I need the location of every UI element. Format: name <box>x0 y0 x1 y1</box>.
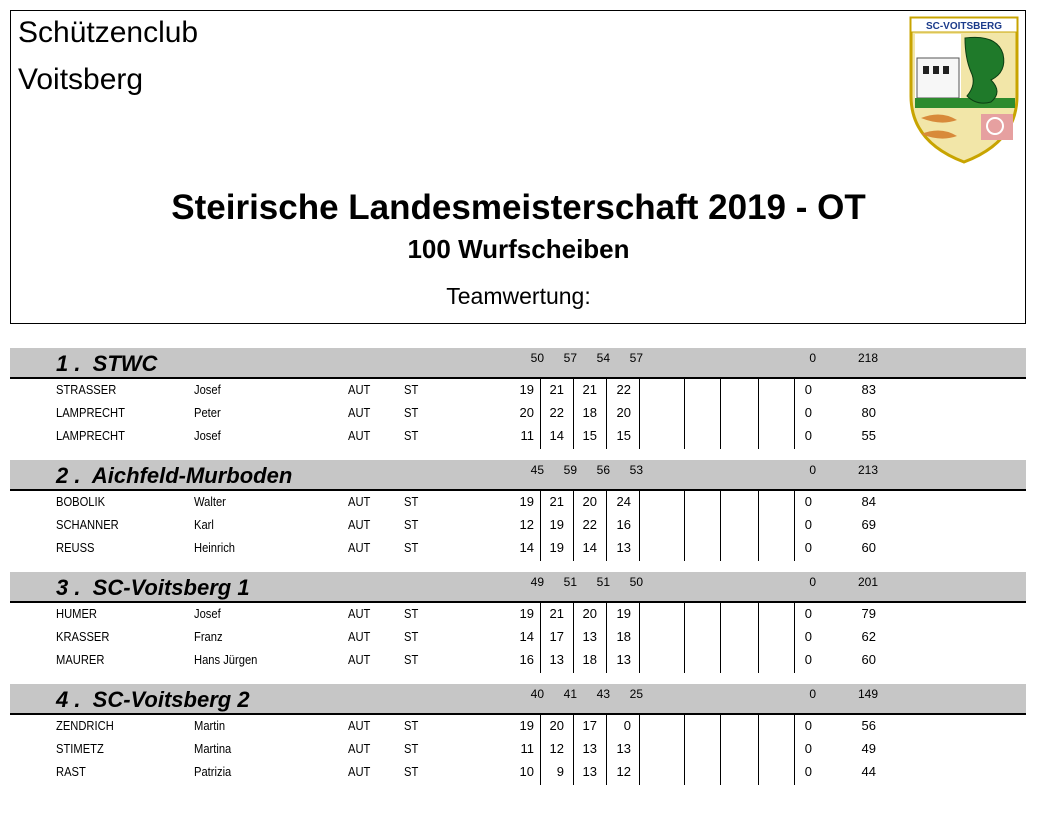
team-series-score: 59 <box>563 463 577 477</box>
round-score: 10 <box>519 764 534 779</box>
column-divider <box>639 425 640 449</box>
shooter-state: ST <box>404 382 419 397</box>
team-series-score: 53 <box>629 463 643 477</box>
column-divider <box>606 603 607 627</box>
column-divider <box>573 603 574 627</box>
shooter-extra: 0 <box>804 741 812 756</box>
table-row <box>10 715 1026 739</box>
round-score: 18 <box>582 652 597 667</box>
shooter-lastname: ZENDRICH <box>56 718 114 733</box>
column-divider <box>540 738 541 762</box>
shooter-lastname: KRASSER <box>56 629 110 644</box>
column-divider <box>720 626 721 650</box>
section-label: Teamwertung: <box>446 283 591 309</box>
round-score: 14 <box>582 540 597 555</box>
team-extra: 0 <box>809 575 816 589</box>
table-row <box>10 514 1026 538</box>
team-name: 1 . STWC <box>56 351 158 376</box>
shooter-state: ST <box>404 652 419 667</box>
round-score: 13 <box>582 764 597 779</box>
round-score: 13 <box>616 741 631 756</box>
shooter-firstname: Josef <box>194 428 221 443</box>
column-divider <box>639 379 640 403</box>
round-score: 13 <box>616 540 631 555</box>
column-divider <box>720 537 721 561</box>
shooter-nation: AUT <box>348 629 371 644</box>
shooter-extra: 0 <box>804 428 812 443</box>
shooter-extra: 0 <box>804 494 812 509</box>
shooter-lastname: MAURER <box>56 652 105 667</box>
shooter-firstname: Martin <box>194 718 226 733</box>
round-score: 17 <box>549 629 564 644</box>
page-title: Steirische Landesmeisterschaft 2019 - OT <box>171 188 866 227</box>
column-divider <box>639 402 640 426</box>
round-score: 13 <box>582 741 597 756</box>
team-series-score: 54 <box>596 351 610 365</box>
round-score: 12 <box>549 741 564 756</box>
team-series-score: 45 <box>530 463 544 477</box>
shooter-total: 56 <box>861 718 876 733</box>
team-header <box>10 572 1026 603</box>
shooter-firstname: Heinrich <box>194 540 236 555</box>
round-score: 20 <box>582 606 597 621</box>
column-divider <box>684 649 685 673</box>
shooter-lastname: HUMER <box>56 606 97 621</box>
round-score: 18 <box>616 629 631 644</box>
round-score: 18 <box>582 405 597 420</box>
shooter-total: 83 <box>861 382 876 397</box>
column-divider <box>684 715 685 739</box>
shooter-nation: AUT <box>348 517 371 532</box>
column-divider <box>684 379 685 403</box>
team-series-score: 57 <box>563 351 577 365</box>
round-score: 22 <box>616 382 631 397</box>
team-series-score: 57 <box>629 351 643 365</box>
round-score: 24 <box>616 494 631 509</box>
team-series-score: 56 <box>596 463 610 477</box>
column-divider <box>606 761 607 785</box>
table-row <box>10 626 1026 650</box>
shooter-total: 80 <box>861 405 876 420</box>
shooter-firstname: Hans Jürgen <box>194 652 258 667</box>
column-divider <box>639 491 640 515</box>
shooter-lastname: REUSS <box>56 540 95 555</box>
column-divider <box>720 379 721 403</box>
shooter-extra: 0 <box>804 382 812 397</box>
shooter-firstname: Josef <box>194 382 221 397</box>
shooter-nation: AUT <box>348 494 371 509</box>
team-total: 213 <box>857 463 878 477</box>
shooter-lastname: LAMPRECHT <box>56 405 125 420</box>
shooter-state: ST <box>404 741 419 756</box>
shooter-state: ST <box>404 718 419 733</box>
shooter-firstname: Franz <box>194 629 223 644</box>
team-name: 2 . Aichfeld-Murboden <box>56 463 293 488</box>
shooter-extra: 0 <box>804 606 812 621</box>
team-series-score: 49 <box>530 575 544 589</box>
round-score: 21 <box>549 606 564 621</box>
column-divider <box>540 761 541 785</box>
column-divider <box>639 649 640 673</box>
team-name: 4 . SC-Voitsberg 2 <box>56 687 250 712</box>
shooter-state: ST <box>404 606 419 621</box>
column-divider <box>573 537 574 561</box>
column-divider <box>720 649 721 673</box>
svg-text:SC-VOITSBERG: SC-VOITSBERG <box>925 21 1003 32</box>
team-header <box>10 684 1026 715</box>
shooter-nation: AUT <box>348 741 371 756</box>
shooter-firstname: Martina <box>194 741 232 756</box>
round-score: 11 <box>520 428 534 443</box>
column-divider <box>606 537 607 561</box>
shooter-total: 62 <box>861 629 876 644</box>
team-series-score: 25 <box>629 687 643 701</box>
shooter-total: 84 <box>861 494 876 509</box>
column-divider <box>606 379 607 403</box>
shooter-state: ST <box>404 494 419 509</box>
column-divider <box>758 738 759 762</box>
round-score: 14 <box>549 428 564 443</box>
table-row <box>10 537 1026 561</box>
shooter-state: ST <box>404 517 419 532</box>
round-score: 20 <box>582 494 597 509</box>
shooter-state: ST <box>404 428 419 443</box>
column-divider <box>540 491 541 515</box>
shooter-lastname: STRASSER <box>56 382 117 397</box>
team-series-score: 41 <box>563 687 577 701</box>
column-divider <box>573 761 574 785</box>
column-divider <box>684 603 685 627</box>
shooter-state: ST <box>404 629 419 644</box>
round-score: 19 <box>519 382 534 397</box>
round-score: 22 <box>549 405 564 420</box>
column-divider <box>684 514 685 538</box>
column-divider <box>758 603 759 627</box>
column-divider <box>684 626 685 650</box>
shooter-firstname: Walter <box>194 494 226 509</box>
shooter-extra: 0 <box>804 405 812 420</box>
column-divider <box>540 715 541 739</box>
shooter-total: 44 <box>861 764 876 779</box>
team-series-score: 51 <box>563 575 577 589</box>
column-divider <box>606 715 607 739</box>
team-series-score: 43 <box>596 687 610 701</box>
round-score: 16 <box>519 652 534 667</box>
team-series-score: 51 <box>596 575 610 589</box>
shooter-lastname: STIMETZ <box>56 741 104 756</box>
column-divider <box>758 425 759 449</box>
round-score: 13 <box>616 652 631 667</box>
column-divider <box>758 491 759 515</box>
round-score: 19 <box>549 540 564 555</box>
shooter-lastname: LAMPRECHT <box>56 428 125 443</box>
round-score: 17 <box>582 718 597 733</box>
column-divider <box>606 425 607 449</box>
column-divider <box>720 402 721 426</box>
round-score: 12 <box>616 764 631 779</box>
round-score: 0 <box>623 718 631 733</box>
shooter-total: 79 <box>861 606 876 621</box>
shooter-extra: 0 <box>804 764 812 779</box>
column-divider <box>720 491 721 515</box>
column-divider <box>720 715 721 739</box>
round-score: 21 <box>549 382 564 397</box>
shooter-extra: 0 <box>804 517 812 532</box>
club-logo <box>907 14 1021 164</box>
round-score: 15 <box>582 428 597 443</box>
round-score: 20 <box>519 405 534 420</box>
round-score: 19 <box>549 517 564 532</box>
column-divider <box>758 514 759 538</box>
shooter-nation: AUT <box>348 382 371 397</box>
team-name: 3 . SC-Voitsberg 1 <box>56 575 250 600</box>
shooter-firstname: Josef <box>194 606 221 621</box>
column-divider <box>720 514 721 538</box>
column-divider <box>758 626 759 650</box>
team-total: 149 <box>857 687 878 701</box>
team-extra: 0 <box>809 351 816 365</box>
round-score: 11 <box>520 741 534 756</box>
column-divider <box>684 537 685 561</box>
shooter-extra: 0 <box>804 540 812 555</box>
round-score: 16 <box>616 517 631 532</box>
round-score: 13 <box>582 629 597 644</box>
shooter-state: ST <box>404 405 419 420</box>
round-score: 20 <box>549 718 564 733</box>
column-divider <box>758 761 759 785</box>
column-divider <box>684 738 685 762</box>
shooter-lastname: BOBOLIK <box>56 494 106 509</box>
round-score: 21 <box>549 494 564 509</box>
shooter-nation: AUT <box>348 606 371 621</box>
column-divider <box>573 649 574 673</box>
shooter-lastname: RAST <box>56 764 86 779</box>
shooter-extra: 0 <box>804 652 812 667</box>
shooter-state: ST <box>404 764 419 779</box>
column-divider <box>540 649 541 673</box>
shooter-total: 60 <box>861 540 876 555</box>
column-divider <box>639 537 640 561</box>
shooter-total: 60 <box>861 652 876 667</box>
column-divider <box>606 514 607 538</box>
shooter-nation: AUT <box>348 718 371 733</box>
team-total: 201 <box>857 575 878 589</box>
column-divider <box>639 715 640 739</box>
shooter-firstname: Karl <box>194 517 214 532</box>
column-divider <box>606 738 607 762</box>
round-score: 19 <box>519 606 534 621</box>
shooter-total: 55 <box>861 428 876 443</box>
round-score: 20 <box>616 405 631 420</box>
shooter-nation: AUT <box>348 428 371 443</box>
column-divider <box>720 738 721 762</box>
column-divider <box>720 425 721 449</box>
team-header <box>10 348 1026 379</box>
shooter-firstname: Patrizia <box>194 764 232 779</box>
shooter-nation: AUT <box>348 652 371 667</box>
column-divider <box>573 491 574 515</box>
column-divider <box>758 715 759 739</box>
column-divider <box>639 603 640 627</box>
shooter-extra: 0 <box>804 718 812 733</box>
club-name-line1: Schützenclub <box>18 16 199 49</box>
column-divider <box>540 425 541 449</box>
team-header <box>10 460 1026 491</box>
round-score: 19 <box>616 606 631 621</box>
shooter-state: ST <box>404 540 419 555</box>
column-divider <box>758 649 759 673</box>
round-score: 19 <box>519 494 534 509</box>
shooter-extra: 0 <box>804 629 812 644</box>
round-score: 19 <box>519 718 534 733</box>
club-name-line2: Voitsberg <box>18 63 144 96</box>
table-row <box>10 379 1026 403</box>
column-divider <box>573 514 574 538</box>
column-divider <box>684 491 685 515</box>
table-row <box>10 603 1026 627</box>
column-divider <box>606 491 607 515</box>
column-divider <box>540 402 541 426</box>
shooter-nation: AUT <box>348 764 371 779</box>
page-subtitle: 100 Wurfscheiben <box>407 234 630 264</box>
round-score: 13 <box>549 652 564 667</box>
team-extra: 0 <box>809 463 816 477</box>
column-divider <box>639 514 640 538</box>
column-divider <box>540 379 541 403</box>
column-divider <box>684 402 685 426</box>
shooter-total: 49 <box>861 741 876 756</box>
table-row <box>10 738 1026 762</box>
shooter-nation: AUT <box>348 540 371 555</box>
round-score: 14 <box>519 540 534 555</box>
column-divider <box>540 626 541 650</box>
team-extra: 0 <box>809 687 816 701</box>
column-divider <box>720 603 721 627</box>
column-divider <box>606 626 607 650</box>
column-divider <box>540 603 541 627</box>
column-divider <box>573 402 574 426</box>
team-series-score: 50 <box>530 351 544 365</box>
column-divider <box>540 514 541 538</box>
column-divider <box>573 379 574 403</box>
column-divider <box>684 761 685 785</box>
column-divider <box>573 626 574 650</box>
column-divider <box>606 649 607 673</box>
round-score: 14 <box>519 629 534 644</box>
column-divider <box>639 738 640 762</box>
column-divider <box>720 761 721 785</box>
column-divider <box>758 379 759 403</box>
column-divider <box>639 761 640 785</box>
team-series-score: 50 <box>629 575 643 589</box>
column-divider <box>540 537 541 561</box>
table-row <box>10 491 1026 515</box>
team-series-score: 40 <box>530 687 544 701</box>
team-total: 218 <box>857 351 878 365</box>
column-divider <box>684 425 685 449</box>
column-divider <box>639 626 640 650</box>
round-score: 15 <box>616 428 631 443</box>
table-row <box>10 649 1026 673</box>
column-divider <box>573 715 574 739</box>
round-score: 9 <box>556 764 564 779</box>
header-box <box>10 10 1026 324</box>
round-score: 22 <box>582 517 597 532</box>
shooter-firstname: Peter <box>194 405 221 420</box>
shooter-total: 69 <box>861 517 876 532</box>
column-divider <box>573 738 574 762</box>
shooter-nation: AUT <box>348 405 371 420</box>
column-divider <box>758 537 759 561</box>
round-score: 21 <box>582 382 597 397</box>
column-divider <box>606 402 607 426</box>
column-divider <box>758 402 759 426</box>
shooter-lastname: SCHANNER <box>56 517 119 532</box>
round-score: 12 <box>519 517 534 532</box>
table-row <box>10 425 1026 449</box>
table-row <box>10 761 1026 785</box>
table-row <box>10 402 1026 426</box>
column-divider <box>573 425 574 449</box>
